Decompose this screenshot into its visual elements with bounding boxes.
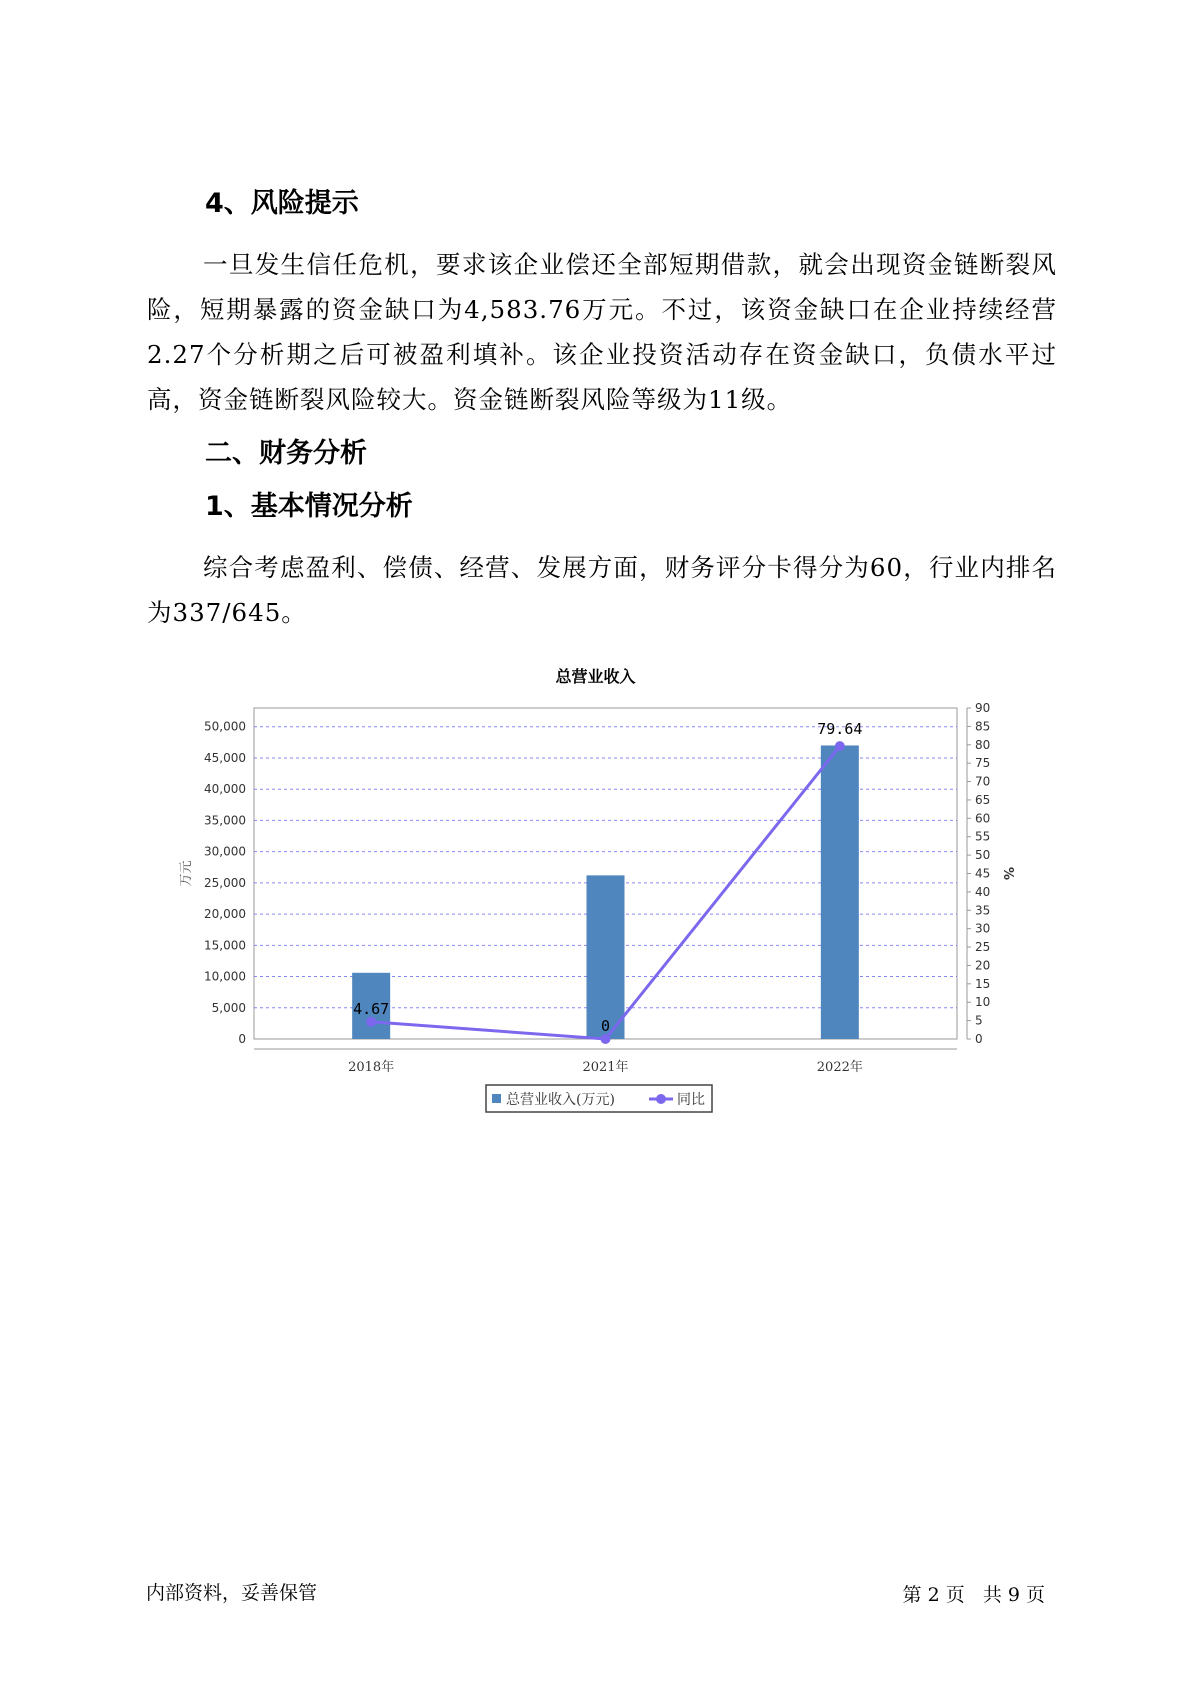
y2-tick-label: 25 [975, 940, 991, 955]
section-4-heading: 4、风险提示 [205, 188, 359, 219]
y2-tick-label: 50 [975, 848, 991, 863]
y2-tick-label: 15 [975, 976, 991, 991]
x-tick-label: 2022年 [816, 1060, 863, 1075]
y2-tick-label: 60 [975, 811, 991, 826]
y2-tick-label: 70 [975, 774, 991, 789]
y2-tick-label: 0 [975, 1032, 983, 1046]
bar-revenue [587, 875, 625, 1039]
y-tick-label: 0 [238, 1032, 246, 1046]
section-1-paragraph: 综合考虑盈利、偿债、经营、发展方面，财务评分卡得分为60，行业内排名为337/645。 [147, 553, 1057, 627]
y2-tick-label: 75 [975, 756, 991, 771]
y2-tick-label: 10 [975, 995, 991, 1010]
y-tick-label: 25,000 [204, 875, 246, 890]
y2-tick-label: 30 [975, 921, 991, 936]
bar-revenue [821, 745, 859, 1039]
chart-title: 总营业收入 [555, 667, 636, 686]
section-4-paragraph: 一旦发生信任危机，要求该企业偿还全部短期借款，就会出现资金链断裂风险，短期暴露的资金缺口为4,583.76万元。不过，该资金缺口在企业持续经营 2.27个分析期之后可被盈利填补。该企业投资活动存在资金缺口，负债水平过高，资金链断裂风险较大。资金链断裂风险等级为11级。 [147, 250, 1057, 414]
legend-swatch-bar [492, 1094, 501, 1103]
legend-label-line: 同比 [677, 1092, 705, 1108]
y-tick-label: 30,000 [204, 844, 246, 859]
data-label-yoy: 79.64 [817, 720, 863, 739]
y2-tick-label: 90 [975, 701, 991, 715]
y-tick-label: 50,000 [204, 719, 246, 734]
data-label-yoy: 4.67 [353, 999, 390, 1018]
y-tick-label: 15,000 [204, 938, 246, 953]
footer-confidential-note: 内部资料，妥善保管 [146, 1582, 318, 1604]
y2-tick-label: 5 [975, 1013, 983, 1028]
section-two-heading: 二、财务分析 [205, 438, 367, 469]
y-tick-label: 35,000 [204, 813, 246, 828]
y2-tick-label: 65 [975, 792, 991, 807]
point-yoy [835, 741, 845, 751]
x-tick-label: 2018年 [348, 1060, 395, 1075]
y-tick-label: 5,000 [211, 1000, 246, 1015]
y2-tick-label: 40 [975, 884, 991, 899]
y-tick-label: 10,000 [204, 969, 246, 984]
y2-tick-label: 55 [975, 829, 991, 844]
footer-page-number: 第 2 页 共 9 页 [902, 1584, 1045, 1606]
y2-tick-label: 45 [975, 866, 991, 881]
y2-tick-label: 85 [975, 719, 991, 734]
legend-label-bar: 总营业收入(万元) [506, 1092, 615, 1108]
y2-tick-label: 35 [975, 903, 991, 918]
point-yoy [366, 1017, 376, 1027]
y2-axis-title: % [1000, 866, 1015, 881]
y-tick-label: 20,000 [204, 907, 246, 922]
point-yoy [601, 1034, 611, 1044]
y2-tick-label: 20 [975, 958, 991, 973]
x-tick-label: 2021年 [582, 1060, 629, 1075]
y-axis-title: 万元 [179, 860, 194, 887]
y-tick-label: 45,000 [204, 750, 246, 765]
section-1-heading: 1、基本情况分析 [205, 491, 413, 522]
y-tick-label: 40,000 [204, 782, 246, 797]
legend-swatch-marker [656, 1094, 666, 1104]
data-label-yoy: 0 [600, 1017, 611, 1035]
y2-tick-label: 80 [975, 737, 991, 752]
